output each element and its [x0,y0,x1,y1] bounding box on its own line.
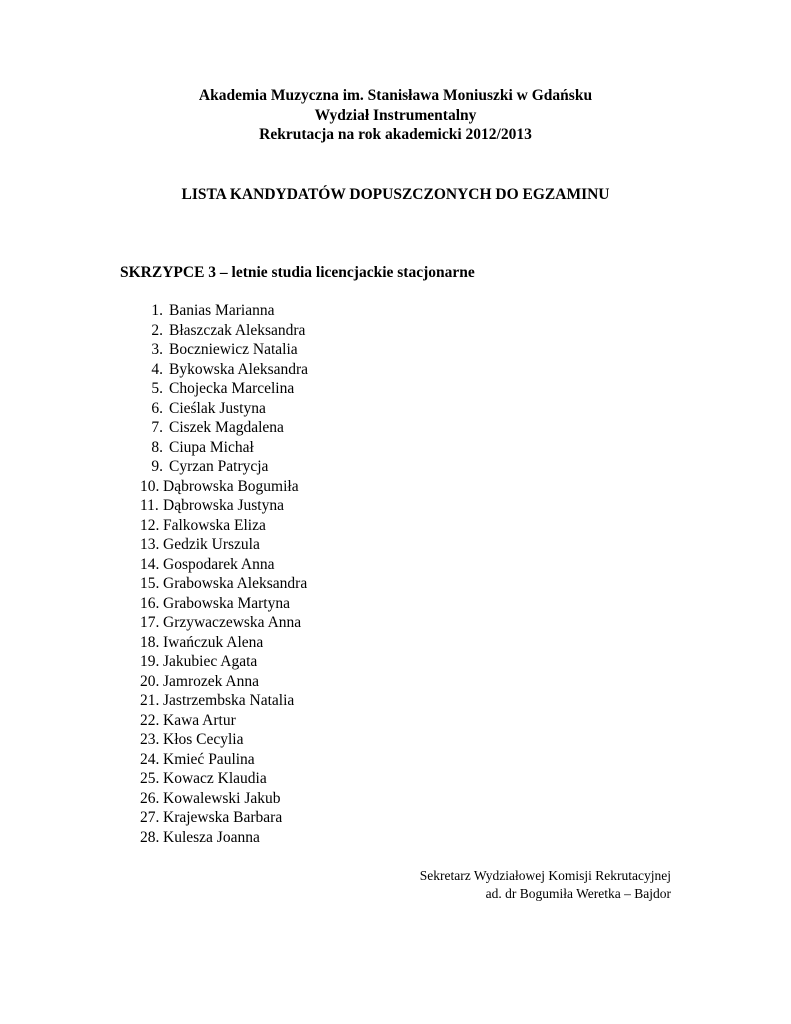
candidate-name: Gospodarek Anna [163,555,275,573]
candidate-name: Boczniewicz Natalia [169,341,298,358]
candidate-number: 13. [140,536,160,553]
candidate-name: Jakubiec Agata [163,653,258,670]
recruitment-year: Rekrutacja na rok akademicki 2012/2013 [259,126,532,143]
candidate-name: Bykowska Aleksandra [169,360,309,378]
candidate-name: Jastrzembska Natalia [163,692,295,709]
candidate-row [140,418,308,438]
candidate-row [140,516,308,536]
candidate-number: 20. [140,672,160,690]
candidate-number: 18. [140,633,160,651]
candidate-row [140,672,308,692]
candidate-row [140,301,308,321]
candidate-name: Grzywaczewska Anna [163,614,302,631]
candidate-row [140,691,308,711]
candidate-row [140,321,308,341]
signature-person: ad. dr Bogumiła Weretka – Bajdor [485,886,671,901]
candidate-name: Ciupa Michał [169,438,254,456]
document-header [0,86,791,145]
candidate-number: 23. [140,731,160,748]
candidate-row [140,808,308,828]
candidate-number: 8. [151,438,163,456]
candidate-number: 11. [140,497,159,514]
signature-block [420,867,671,903]
candidate-row [140,360,308,380]
candidate-row [140,730,308,750]
candidate-row [140,613,308,633]
candidate-number: 3. [151,341,163,358]
candidate-number: 28. [140,828,160,846]
candidate-name: Kulesza Joanna [163,828,260,846]
candidate-name: Kowacz Klaudia [163,770,267,787]
candidate-name: Dąbrowska Justyna [163,497,284,514]
candidate-row [140,633,308,653]
candidate-row [140,750,308,770]
candidate-number: 15. [140,575,160,592]
candidate-number: 6. [151,399,163,417]
candidate-row [140,769,308,789]
candidate-row [140,535,308,555]
candidate-name: Banias Marianna [169,302,275,319]
faculty-name: Wydział Instrumentalny [314,106,477,124]
candidate-row [140,828,308,848]
candidate-name: Kowalewski Jakub [163,789,281,807]
institution-name: Akademia Muzyczna im. Stanisława Moniuszki w Gdańsku [198,87,593,104]
candidate-name: Kmieć Paulina [163,750,255,768]
candidate-row [140,379,308,399]
candidate-row [140,711,308,731]
candidate-name: Iwańczuk Alena [163,633,264,651]
candidate-row [140,789,308,809]
candidate-number: 9. [151,458,163,475]
candidate-number: 27. [140,809,160,826]
candidate-name: Falkowska Eliza [163,516,266,534]
candidate-row [140,555,308,575]
candidate-number: 2. [151,321,163,339]
candidate-row [140,438,308,458]
candidate-number: 14. [140,555,160,573]
candidate-name: Gedzik Urszula [163,536,260,553]
candidate-name: Grabowska Martyna [163,594,290,612]
candidate-row [140,574,308,594]
candidate-name: Cyrzan Patrycja [169,458,269,475]
candidate-row [140,457,308,477]
candidate-number: 26. [140,789,160,807]
candidate-list [140,301,308,847]
candidate-name: Grabowska Aleksandra [163,575,308,592]
candidate-number: 24. [140,750,160,768]
list-title: LISTA KANDYDATÓW DOPUSZCZONYCH DO EGZAMINU [181,186,610,203]
candidate-row [140,594,308,614]
candidate-name: Jamrozek Anna [163,672,259,690]
candidate-number: 22. [140,711,160,729]
candidate-number: 25. [140,770,160,787]
signature-role: Sekretarz Wydziałowej Komisji Rekrutacyjnej [419,868,671,883]
candidate-number: 1. [151,302,163,319]
candidate-number: 5. [151,380,163,397]
candidate-row [140,477,308,497]
candidate-name: Dąbrowska Bogumiła [163,477,299,495]
candidate-number: 16. [140,594,160,612]
candidate-name: Cieślak Justyna [169,399,266,417]
candidate-row [140,496,308,516]
section-title: SKRZYPCE 3 – letnie studia licencjackie stacjonarne [120,264,475,281]
candidate-number: 12. [140,516,160,534]
candidate-number: 17. [140,614,160,631]
candidate-name: Kawa Artur [163,711,236,729]
candidate-row [140,652,308,672]
candidate-row [140,399,308,419]
candidate-name: Błaszczak Aleksandra [169,321,306,339]
candidate-name: Chojecka Marcelina [169,380,295,397]
candidate-row [140,340,308,360]
candidate-name: Krajewska Barbara [163,809,283,826]
candidate-name: Kłos Cecylia [163,731,244,748]
candidate-name: Ciszek Magdalena [169,419,284,436]
candidate-number: 21. [140,692,160,709]
candidate-number: 7. [151,419,163,436]
candidate-number: 10. [140,477,160,495]
candidate-number: 4. [151,360,163,378]
candidate-number: 19. [140,653,160,670]
